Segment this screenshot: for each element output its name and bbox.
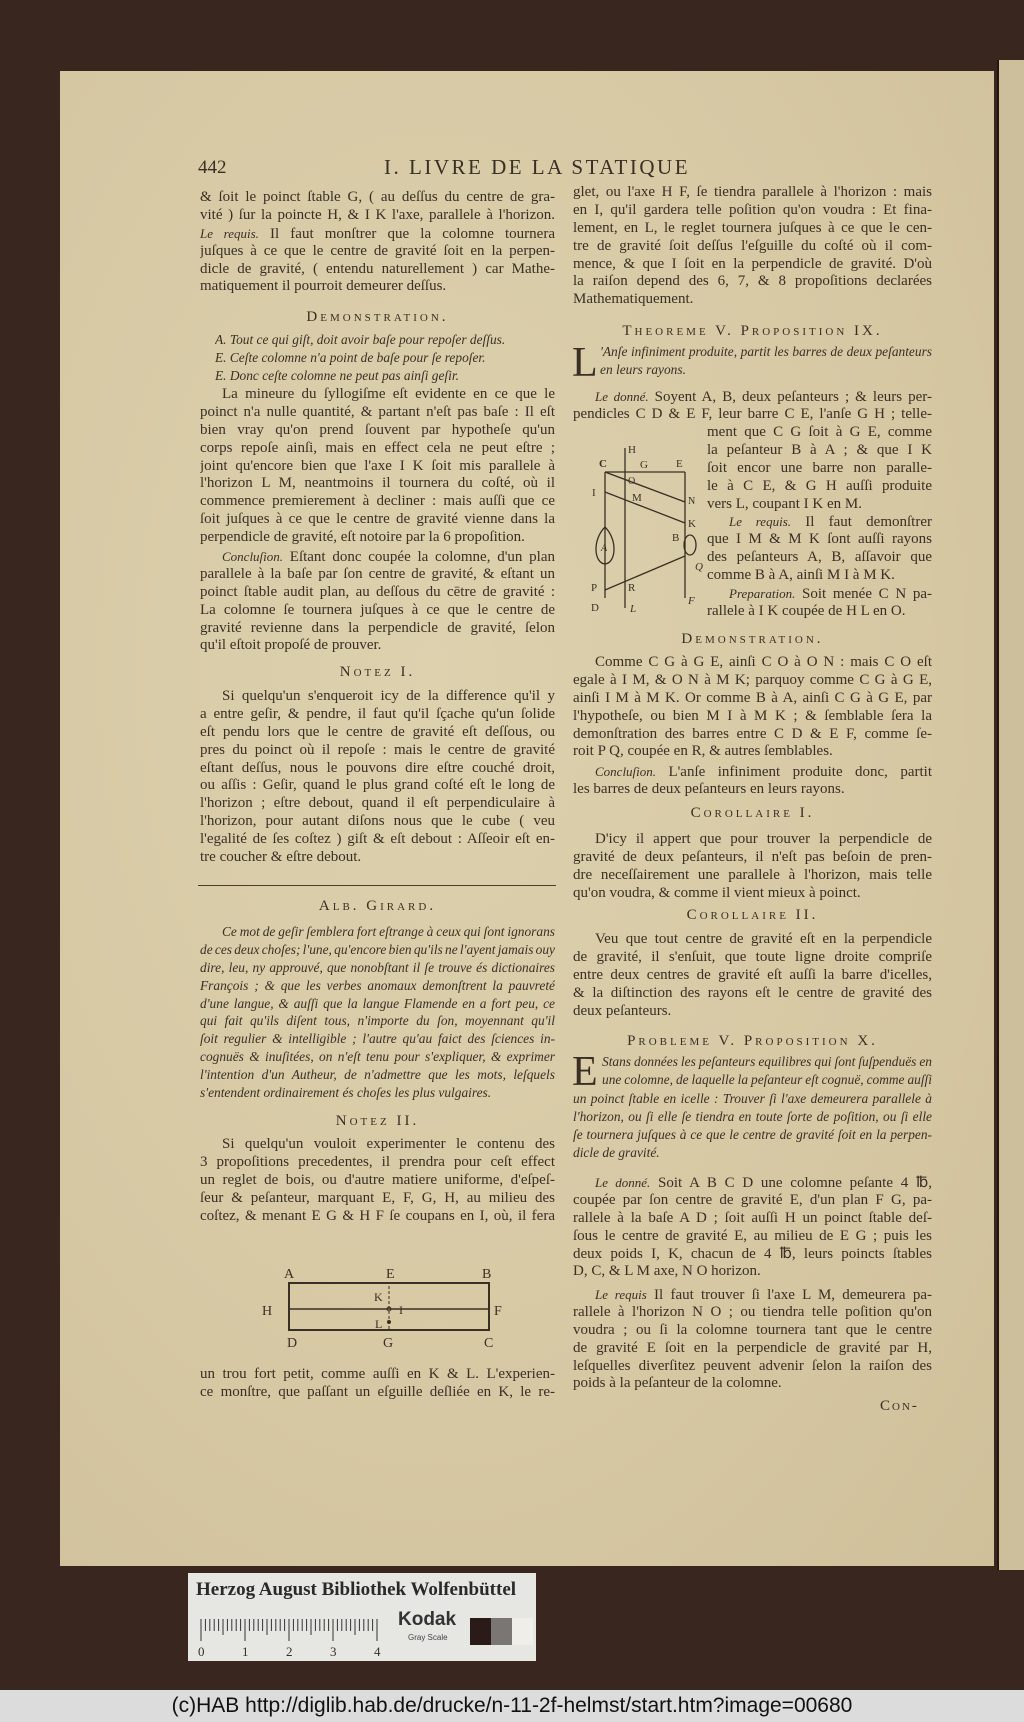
- text-line: 3 propoſitions precedentes, il prendra pour ceſt effect: [200, 1153, 555, 1170]
- text-line: ce monſtre, que paſſant un eſguille deſliée en K, le re-: [200, 1383, 555, 1400]
- drop-cap: L: [572, 340, 598, 386]
- text-line: rallele à I K coupée de H L en O.: [707, 602, 906, 619]
- section-heading: Probleme V. Proposition X.: [627, 1033, 878, 1049]
- text-line: Veu que tout centre de gravité eſt en la perpendicle: [595, 931, 932, 947]
- text-line: [200, 225, 555, 243]
- text-line: juſques à ce que le centre de gravité ſoit en la perpen-: [200, 242, 555, 259]
- divider-rule: [198, 885, 556, 886]
- text-line: un reglet de bois, ou d'autre matiere uniforme, d'eſpeſ-: [200, 1171, 555, 1188]
- text-line: voudra ; ou ſi la colomne tournera tant que le centre: [573, 1321, 932, 1338]
- text-line: poinct ſtable audit plan, au deſſous du cētre de gravité :: [200, 583, 555, 600]
- syllogism: [215, 331, 545, 385]
- figure-label: I: [592, 487, 596, 499]
- line-text: Soit menée C N pa-: [795, 586, 932, 602]
- paragraph: [573, 654, 932, 761]
- paragraph: [200, 189, 555, 296]
- text-line: l'intention d'un Autheur, de n'admettre que les mots, leſquels: [200, 1067, 555, 1083]
- text-line: en leurs rayons.: [600, 361, 686, 377]
- figure-label: K: [688, 518, 696, 530]
- line-text: L'anſe infiniment produite donc, partit: [656, 764, 932, 780]
- scale-number: 3: [330, 1644, 337, 1659]
- text-line: qu'il eſtoit propoſé de prouver.: [200, 637, 382, 654]
- text-line: François ; & que les verbes anomaux demonſtrent la pauvreté: [200, 977, 555, 993]
- section-heading: Corollaire II.: [686, 907, 819, 923]
- text-line: des peſanteurs A, B, aſſavoir que: [707, 548, 932, 565]
- text-line: de gravité E ſoit en la perpendicle de gravité par H,: [573, 1339, 932, 1356]
- line-text: Soyent A, B, deux peſanteurs ; & leurs per-: [648, 389, 932, 405]
- run-in-label: Concluſion.: [595, 764, 657, 779]
- kodak-logo: Kodak: [398, 1609, 457, 1630]
- text-line: Stans données les peſanteurs equilibres qui ſont ſuſpenduës en: [602, 1054, 932, 1069]
- text-line: eſtant deſſus, nous le pouvons dire eſtre couché droit,: [200, 759, 555, 776]
- text-line: poids à la peſanteur de la colomne.: [573, 1375, 782, 1392]
- text-line: matiquement il pourroit demeurer deſſus.: [200, 278, 447, 295]
- text-line: l'egalité de ſes coſtez ) giſt & eſt debout : Aſſeoir eſt en-: [200, 831, 555, 848]
- figure-label: F: [688, 595, 695, 607]
- text-line: de gravité, il s'enſuit, que toute ligne droite compriſe: [573, 948, 932, 965]
- library-name: Herzog August Bibliothek Wolfenbüttel: [196, 1579, 517, 1600]
- text-line: joint qu'encore bien que l'axe I K ſoit mis parallele à: [200, 457, 555, 474]
- figure-label: N: [688, 496, 696, 507]
- text-line: a entre geſir, & pendre, il faut qu'il ſçache qu'un ſolide: [200, 705, 555, 722]
- paragraph: [707, 585, 932, 621]
- section-heading: Corollaire I.: [690, 805, 815, 821]
- text-line: & ſoit le poinct ſtable G, ( au deſſus du centre de gra-: [200, 189, 555, 205]
- figure-label: Q: [695, 561, 703, 573]
- figure-label: C: [599, 458, 607, 470]
- text-line: Comme C G à G E, ainſi C O à O N : mais C O eſt: [595, 654, 932, 670]
- commentary: [200, 923, 555, 1102]
- text-line: [573, 1286, 932, 1304]
- text-line: lement, en L, le reglet tournera juſques à ce que le cen-: [573, 219, 932, 236]
- copyright-footer: (c)HAB http://diglib.hab.de/drucke/n-11-2f-helmst/start.htm?image=00680: [0, 1690, 1024, 1722]
- running-title: I. LIVRE DE LA STATIQUE: [384, 155, 691, 179]
- paragraph: [707, 513, 932, 585]
- section-heading: Notez II.: [335, 1113, 420, 1129]
- text-line: l'horizon, pour autant diſons nous que le cube ( veu: [200, 813, 555, 830]
- text-line: [573, 763, 932, 781]
- paragraph: [200, 688, 555, 867]
- text-line: la raiſon depend des 6, 7, & 8 propoſitions declarées: [573, 273, 932, 290]
- figure-label: P: [591, 582, 598, 594]
- text-line: d'une langue, & auſſi que la langue Flamende en a fort peu, ce: [200, 995, 555, 1011]
- text-line: roit P Q, coupée en R, & autres ſemblables.: [573, 743, 833, 760]
- paragraph: [573, 184, 932, 309]
- text-line: comme B à A, ainſi M I à M K.: [707, 566, 895, 583]
- figure-label: F: [494, 1304, 502, 1319]
- figure-label: H: [262, 1304, 273, 1319]
- text-line: l'horizon L M, neantmoins il tournera du coſté, où il: [200, 475, 555, 492]
- figure-label: K: [374, 1290, 383, 1304]
- catchword: Con-: [880, 1398, 919, 1414]
- text-line: ſoit encor une barre non paralle-: [707, 459, 932, 476]
- text-line: corps repoſe ainſi, mais en effect cela ne peut eſtre ;: [200, 439, 555, 456]
- text-line: egale à I M, & O N à M K; parquoy comme C G à G E,: [573, 671, 932, 688]
- text-line: La mineure du ſyllogiſme eſt evidente en ce que le: [222, 386, 555, 402]
- paragraph: [573, 931, 932, 1020]
- figure-label: G: [383, 1336, 394, 1351]
- figure-label: D: [591, 602, 599, 614]
- text-line: poinct n'a nulle quantité, & partant n'eſt pas baſe : Il eſt: [200, 403, 555, 420]
- text-line: qui fait qu'ils diſent tous, n'importe du ſon, moyennant qu'il: [200, 1013, 555, 1029]
- line-text: Soit A B C D une colomne peſante 4 ℔,: [650, 1175, 932, 1191]
- text-line: l'horizon ; eſtre debout, quand il eſt perpendiculaire à: [200, 795, 555, 812]
- text-line: A. Tout ce qui giſt, doit avoir baſe pour repoſer deſſus.: [215, 332, 506, 347]
- text-line: leſquelles diverſitez peuvent advenir ſelon la raiſon des: [573, 1357, 932, 1374]
- text-line: glet, ou l'axe H F, ſe tiendra parallele à l'horizon : mais: [573, 184, 932, 200]
- run-in-label: Concluſion.: [222, 549, 284, 564]
- text-line: perpendicle de gravité, eſt notoire par la 6 propoſition.: [200, 529, 525, 546]
- figure-label: A: [284, 1267, 295, 1282]
- paragraph: [573, 388, 932, 424]
- section-heading: Demonstration.: [306, 309, 449, 325]
- text-line: tre coucher & eſtre debout.: [200, 849, 362, 866]
- text-line: pres du poinct où il repoſe : mais le centre de gravité: [200, 741, 555, 758]
- paragraph: [573, 1174, 932, 1281]
- text-line: deux peſanteurs.: [573, 1002, 672, 1019]
- page-number: 442: [198, 157, 227, 178]
- figure-label: A: [601, 543, 608, 554]
- problem-statement: [602, 1053, 932, 1089]
- text-line: La colomne ſe tournera juſques à ce que le centre de: [200, 601, 555, 618]
- text-line: gravité revienne dans la perpendicle de gravité, ſelon: [200, 619, 555, 636]
- section-heading: Alb. Girard.: [318, 898, 437, 914]
- text-line: dicle de gravité, ( entendu naturellement ) car Mathe-: [200, 260, 555, 277]
- text-line: mence, & que I ſoit en la perpendicle de gravité. D'où: [573, 255, 932, 272]
- figure-label: L: [630, 603, 637, 615]
- text-line: entre deux centres de gravité eſt auſſi la barre d'icelles,: [573, 966, 932, 983]
- text-line: E. Ceſte colomne n'a point de baſe pour ſe repoſer.: [215, 349, 486, 365]
- figure-label: B: [672, 532, 680, 544]
- text-line: D, C, & L M axe, N O horizon.: [573, 1263, 761, 1280]
- paragraph: [200, 386, 555, 547]
- gray-swatch-light: [512, 1618, 533, 1645]
- figure-label: R: [628, 582, 636, 594]
- text-line: s'entendent ordinairement és choſes les plus vulgaires.: [200, 1085, 492, 1101]
- text-line: les barres de deux peſanteurs en leurs rayons.: [573, 780, 845, 797]
- facing-page-edge: [997, 60, 1024, 1570]
- text-line: rallele à la baſe A D ; ſoit auſſi H un poinct ſtable deſ-: [573, 1209, 932, 1226]
- drop-cap: E: [572, 1049, 598, 1095]
- paragraph: [707, 424, 932, 513]
- figure-label: E: [676, 458, 683, 470]
- ruler-scale: [196, 1611, 386, 1659]
- figure-label: O: [628, 476, 636, 487]
- figure-label: M: [632, 492, 642, 504]
- section-heading: Notez I.: [339, 664, 416, 680]
- text-line: un poinct ſtable en icelle : Trouver ſi l'axe demeurera parallele à: [573, 1091, 932, 1106]
- gray-scale-label: Gray Scale: [408, 1633, 448, 1642]
- scale-number: 1: [242, 1644, 249, 1659]
- paragraph: [200, 1366, 555, 1402]
- figure-line-cn: [605, 472, 685, 502]
- run-in-label: Le donné.: [595, 1175, 651, 1190]
- paragraph: [573, 831, 932, 903]
- figure-point-l: [388, 1321, 391, 1324]
- text-line: que I M & M K ſont auſſi rayons: [707, 530, 932, 547]
- text-line: [573, 388, 932, 406]
- text-line: dicle de gravité.: [573, 1144, 660, 1160]
- text-line: 'Anſe infiniment produite, partit les barres de deux peſanteurs: [600, 344, 932, 359]
- text-line: [707, 513, 932, 531]
- text-line: gravité de deux peſanteurs, il n'eſt pas beſoin de pren-: [573, 848, 932, 865]
- section-heading: Demonstration.: [681, 631, 824, 647]
- text-line: [200, 548, 555, 566]
- text-line: cognuës & inuſitées, on n'eſt tenu pour s'expliquer, & exprimer: [200, 1049, 555, 1065]
- paragraph: [573, 763, 932, 799]
- scale-number: 2: [286, 1644, 293, 1659]
- figure-label: C: [484, 1336, 494, 1351]
- text-line: de ces deux choſes; l'une, qu'encore bien qu'ils ne l'ayent jamais ouy: [200, 941, 555, 957]
- text-line: en I, qu'il gardera telle poſition qu'on voudra : Et fina-: [573, 201, 932, 218]
- figure-line-ik: [605, 492, 685, 523]
- text-line: le à C E, & G H auſſi produite: [707, 477, 932, 494]
- text-line: coſtez, & menant E G & H F ſe coupans en I, où, il fera: [200, 1207, 555, 1224]
- figure-line-pq: [605, 556, 685, 590]
- run-in-label: Le requis.: [200, 225, 259, 241]
- text-line: ou aſſis : Geſir, quand le plus grand coſté eſt le long de: [200, 777, 555, 794]
- scale-number: 0: [198, 1644, 205, 1659]
- figure-label: E: [386, 1267, 395, 1282]
- line-text: Eſtant donc coupée la colomne, d'un plan: [283, 549, 555, 565]
- figure-reglet: [250, 1255, 520, 1355]
- text-line: Ce mot de geſir ſemblera fort eſtrange à ceux qui ſont ignorans: [222, 924, 555, 939]
- text-line: l'horizon, ou ſi elle ſe tiendra en toute ſorte de poſition, ou ſi elle: [573, 1108, 932, 1124]
- text-line: pendicles C D & E F, leur barre C E, l'anſe G H ; telle-: [573, 405, 932, 422]
- text-line: Si quelqu'un vouloit experimenter le contenu des: [222, 1136, 555, 1152]
- figure-label: B: [482, 1267, 492, 1282]
- text-line: ſeur & peſanteur, marquant E, F, G, H, au milieu des: [200, 1189, 555, 1206]
- figure-label: L: [375, 1317, 383, 1331]
- figure-label: H: [628, 444, 636, 456]
- text-line: ſoit juſques à ce que le centre de gravité vienne dans la: [200, 511, 555, 528]
- text-line: ſous le centre de gravité E, au milieu de E G ; puis les: [573, 1227, 932, 1244]
- text-line: demonſtration des barres entre C D & E F, comme ſe-: [573, 725, 932, 742]
- text-line: eſt pendu lors que le centre de gravité eſt deſſous, ou: [200, 723, 555, 740]
- gray-swatch-dark: [470, 1618, 491, 1645]
- text-line: ment que C G ſoit à G E, comme: [707, 424, 932, 440]
- paragraph: [573, 1286, 932, 1393]
- weight-b: [684, 535, 696, 555]
- library-scale-card: [188, 1573, 536, 1661]
- text-line: commence premierement à decliner : mais auſſi que ce: [200, 493, 555, 510]
- text-line: ainſi I M à M K. Or comme B à A, ainſi C G à G E, par: [573, 689, 932, 706]
- text-line: coupée par ſon centre de gravité E, d'un plan F G, pa-: [573, 1191, 932, 1208]
- text-line: dire, leu, ny approuvé, que nonobſtant il ſe trouve és dictionaires: [200, 959, 555, 975]
- text-line: D'icy il appert que pour trouver la perpendicle de: [595, 831, 932, 847]
- gray-swatch-mid: [491, 1618, 512, 1645]
- text-line: Si quelqu'un s'enqueroit icy de la difference qu'il y: [222, 688, 555, 704]
- figure-label: I: [399, 1303, 403, 1317]
- text-line: la peſanteur B à A ; & que I K: [707, 441, 932, 458]
- paragraph: [200, 1136, 555, 1225]
- run-in-label: Le donné.: [595, 389, 649, 404]
- text-line: E. Donc ceſte colomne ne peut pas ainſi geſir.: [215, 367, 459, 383]
- text-line: un trou fort petit, comme auſſi en K & L. L'experien-: [200, 1366, 555, 1382]
- line-text: Il faut monſtrer que la colomne tournera: [258, 225, 555, 242]
- scale-number: 4: [374, 1644, 381, 1659]
- text-line: ſoit regulier & intelligible ; l'autre qu'au faict des ſciences in-: [200, 1031, 555, 1047]
- text-line: & la diſtinction des rayons eſt le centre de gravité des: [573, 984, 932, 1001]
- problem-statement: [573, 1090, 932, 1162]
- run-in-label: Le requis.: [729, 514, 791, 529]
- text-line: Mathematiquement.: [573, 291, 694, 308]
- text-line: une colomne, de laquelle la peſanteur eſt cognuë, comme auſſi: [602, 1071, 932, 1087]
- text-line: vers L, coupant I K en M.: [707, 495, 862, 512]
- run-in-label: Le requis: [595, 1287, 647, 1302]
- figure-balance: [585, 440, 707, 618]
- paragraph: [200, 548, 555, 655]
- text-line: dre neceſſairement une parallele à l'horizon, mais telle: [573, 866, 932, 883]
- text-line: rallele à l'horizon N O ; ou tiendra telle poſition qu'on: [573, 1303, 932, 1320]
- theorem-statement: [600, 343, 932, 379]
- text-line: [707, 585, 932, 603]
- text-line: vité ) ſur la poincte H, & I K l'axe, parallele à l'horizon.: [200, 206, 555, 223]
- line-text: Il faut trouver ſi l'axe L M, demeurera pa-: [646, 1287, 932, 1303]
- text-line: ſe tournera juſques à ce que le centre de gravité ſoit en la perpen-: [573, 1126, 932, 1142]
- text-line: deux poids I, K, chacun de 4 ℔, leurs poincts ſtables: [573, 1245, 932, 1262]
- section-heading: Theoreme V. Proposition IX.: [622, 323, 883, 339]
- text-line: [573, 1174, 932, 1192]
- line-text: Il faut demonſtrer: [791, 514, 932, 530]
- text-line: l'hypotheſe, ou bien M I à M K ; & ſemblable ſera la: [573, 707, 932, 724]
- text-line: bien vray qu'on prend ſouvent par hypotheſe qu'un: [200, 421, 555, 438]
- figure-label: D: [287, 1336, 298, 1351]
- text-line: parallele à la baſe par ſon centre de gravité, & eſtant un: [200, 565, 555, 582]
- figure-label: G: [640, 459, 648, 471]
- text-line: qu'on voudra, & comme il vient mieux à poinct.: [573, 884, 861, 901]
- text-line: tre de gravité ſoit deſſus l'eſguille du coſté où il com-: [573, 237, 932, 254]
- run-in-label: Preparation.: [729, 586, 796, 601]
